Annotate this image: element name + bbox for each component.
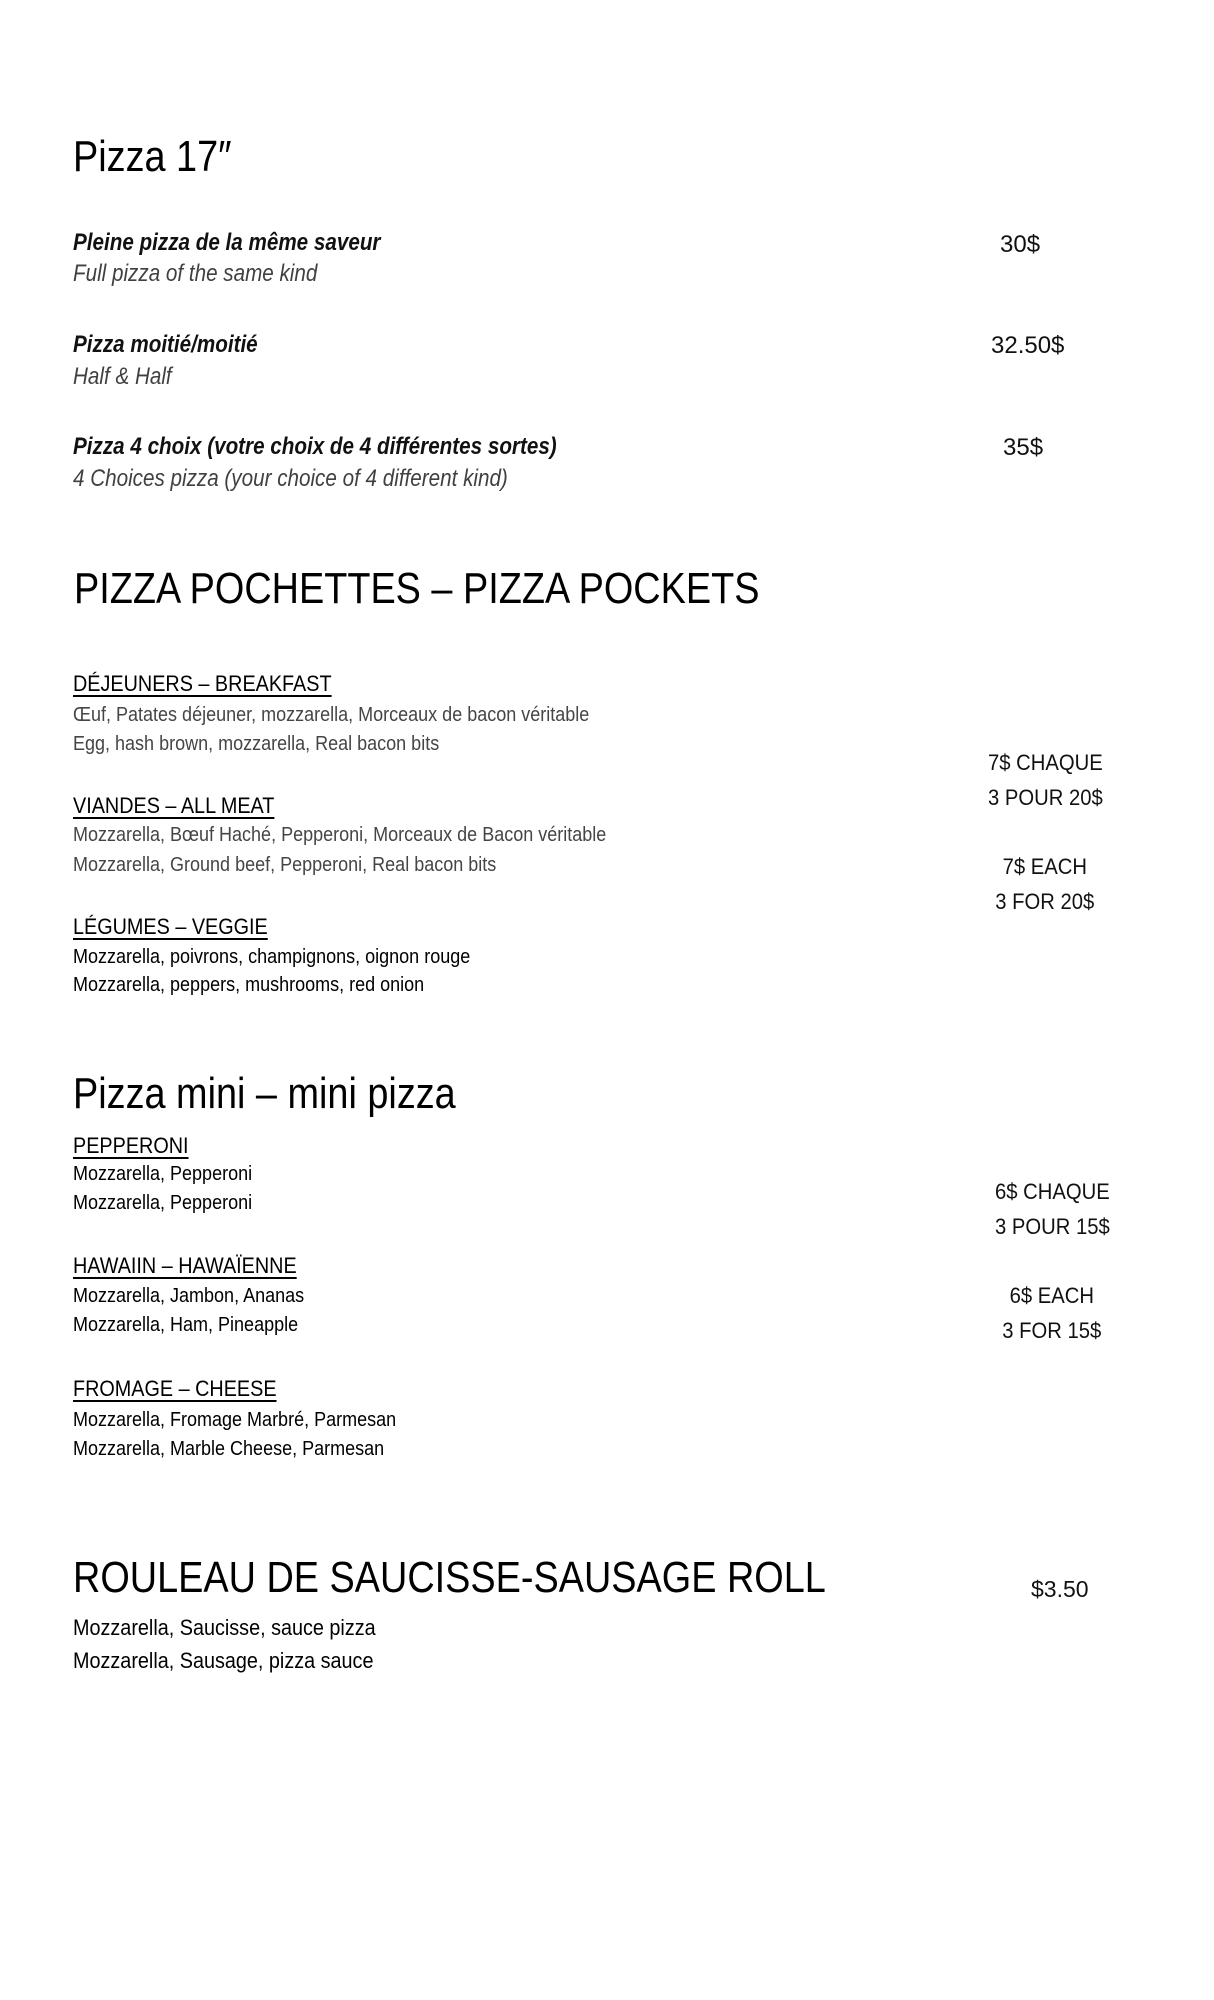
price-text: 7$ EACH — [1002, 854, 1088, 879]
item-description-en — [73, 1650, 407, 1672]
item-text: Mozzarella, Pepperoni — [73, 1163, 253, 1185]
item-text: 4 Choices pizza (your choice of 4 different kind) — [73, 465, 508, 492]
menu-item-price: $3.50 — [1031, 1576, 1089, 1602]
item-description-fr — [73, 947, 514, 967]
section-title — [73, 132, 257, 181]
item-text: Half & Half — [73, 363, 172, 390]
price-block — [972, 1174, 1132, 1348]
sub-item-title — [73, 1255, 322, 1277]
price-line-en-bundle — [965, 884, 1125, 919]
item-text: Pizza 4 choix (votre choix de 4 différentes sortes) — [73, 433, 557, 460]
menu-item-price: 35$ — [1003, 434, 1044, 461]
price-text: 3 FOR 15$ — [1002, 1318, 1102, 1343]
menu-item-price: 30$ — [1000, 231, 1041, 258]
item-text: Mozzarella, Pepperoni — [73, 1192, 253, 1214]
price-text: 6$ CHAQUE — [994, 1179, 1110, 1204]
item-text: Mozzarella, Fromage Marbré, Parmesan — [73, 1409, 397, 1431]
item-description-fr — [73, 1164, 272, 1184]
item-text: Mozzarella, poivrons, champignons, oignon rouge — [73, 946, 471, 968]
price-text: 7$ CHAQUE — [987, 750, 1103, 775]
item-text: HAWAIIN – HAWAÏENNE — [73, 1253, 297, 1278]
section-title — [74, 564, 871, 613]
sub-item-title — [73, 795, 297, 817]
sub-item-title — [73, 916, 289, 938]
price-block — [965, 745, 1125, 919]
price-line-en-bundle — [972, 1313, 1132, 1348]
price-text: 3 FOR 20$ — [995, 889, 1095, 914]
section-title — [73, 1069, 518, 1118]
item-text: Mozzarella, Ham, Pineapple — [73, 1314, 299, 1336]
sub-item-title — [73, 673, 360, 695]
sub-item-title — [73, 1135, 201, 1157]
item-description-fr — [73, 1617, 409, 1639]
item-text: PEPPERONI — [73, 1133, 189, 1158]
section-title-text: ROULEAU DE SAUCISSE-SAUSAGE ROLL — [73, 1553, 826, 1602]
item-text: Pizza moitié/moitié — [73, 331, 258, 358]
menu-item-name-en — [73, 262, 357, 286]
price-line-fr-each — [972, 1174, 1132, 1209]
spacer — [965, 815, 1125, 849]
section-title-text: PIZZA POCHETTES – PIZZA POCKETS — [74, 564, 760, 613]
menu-item-name-fr — [73, 435, 635, 459]
price-line-en-each — [965, 849, 1125, 884]
menu-item-name-en — [73, 365, 188, 389]
item-text: Pleine pizza de la même saveur — [73, 229, 381, 256]
price-line-en-each — [972, 1278, 1132, 1313]
item-text: Mozzarella, Jambon, Ananas — [73, 1285, 305, 1307]
item-text: Mozzarella, Saucisse, sauce pizza — [73, 1615, 376, 1640]
item-text: LÉGUMES – VEGGIE — [73, 914, 268, 939]
item-description-en — [73, 1439, 419, 1459]
menu-item-name-en — [73, 467, 579, 491]
section-title-text: Pizza mini – mini pizza — [73, 1069, 456, 1118]
item-description-en — [73, 734, 480, 754]
price-line-fr-bundle — [965, 780, 1125, 815]
item-description-en — [73, 855, 543, 875]
item-description-fr — [73, 1286, 330, 1306]
spacer — [972, 1244, 1132, 1278]
menu-item-name-fr — [73, 333, 288, 357]
sub-item-title — [73, 1378, 299, 1400]
item-description-en — [73, 975, 463, 995]
item-description-en — [73, 1193, 272, 1213]
price-text: 3 POUR 20$ — [987, 785, 1103, 810]
item-text: Œuf, Patates déjeuner, mozzarella, Morceaux de bacon véritable — [73, 704, 590, 726]
item-text: Mozzarella, peppers, mushrooms, red onion — [73, 974, 425, 996]
item-text: Mozzarella, Bœuf Haché, Pepperoni, Morceaux de Bacon véritable — [73, 824, 607, 846]
price-text: 6$ EACH — [1009, 1283, 1095, 1308]
item-description-fr — [73, 705, 647, 725]
menu-item-price: 32.50$ — [991, 332, 1065, 359]
item-text: VIANDES – ALL MEAT — [73, 793, 275, 818]
price-text: 3 POUR 15$ — [994, 1214, 1110, 1239]
item-text: Full pizza of the same kind — [73, 260, 318, 287]
item-text: Mozzarella, Ground beef, Pepperoni, Real bacon bits — [73, 854, 497, 876]
section-title-text: Pizza 17″ — [73, 132, 232, 181]
item-description-fr — [73, 1410, 432, 1430]
menu-item-name-fr — [73, 231, 431, 255]
price-line-fr-each — [965, 745, 1125, 780]
item-description-fr — [73, 825, 666, 845]
item-text: Mozzarella, Sausage, pizza sauce — [73, 1648, 374, 1673]
item-text: Egg, hash brown, mozzarella, Real bacon bits — [73, 733, 440, 755]
item-description-en — [73, 1315, 323, 1335]
item-text: FROMAGE – CHEESE — [73, 1376, 277, 1401]
section-title — [73, 1553, 948, 1602]
item-text: Mozzarella, Marble Cheese, Parmesan — [73, 1438, 385, 1460]
item-text: DÉJEUNERS – BREAKFAST — [73, 671, 332, 696]
price-line-fr-bundle — [972, 1209, 1132, 1244]
